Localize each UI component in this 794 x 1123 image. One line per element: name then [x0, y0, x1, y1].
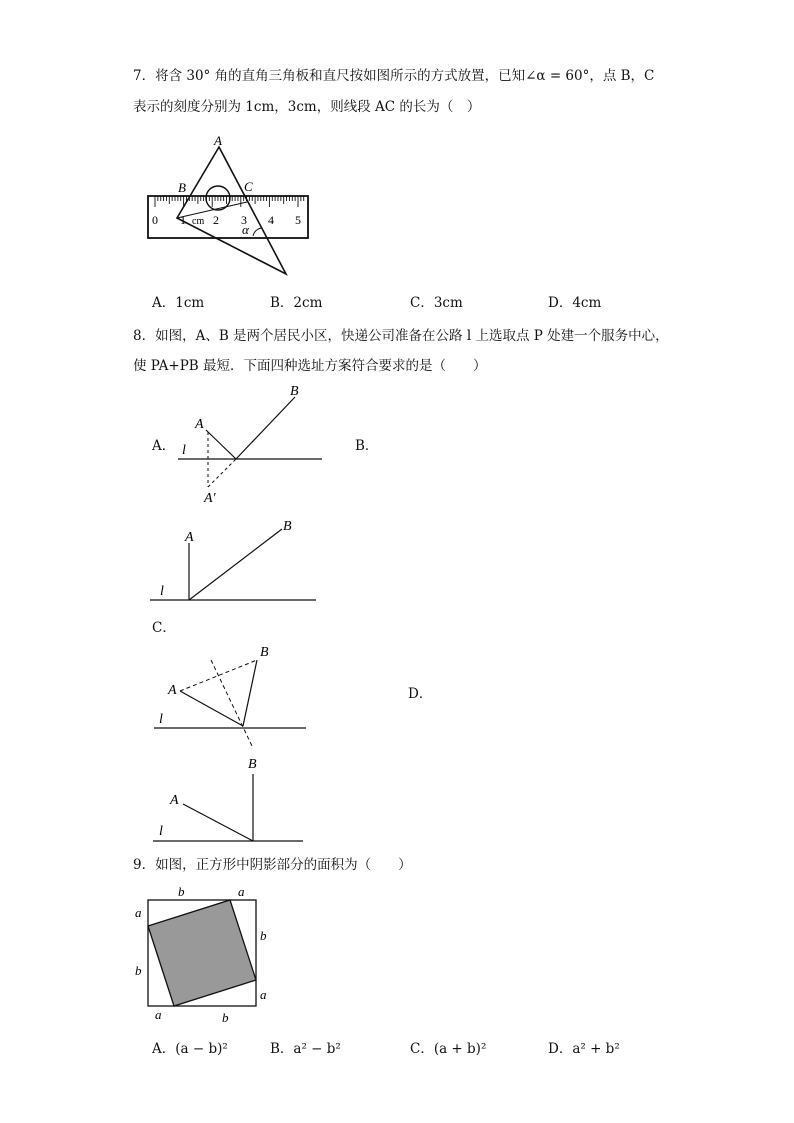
label-A: A [170, 793, 179, 808]
segment-AP [206, 430, 236, 459]
label-a-right: a [260, 987, 267, 1002]
q9-square-figure [130, 880, 280, 1028]
segment-A-prime-P [208, 459, 236, 487]
label-A: A [168, 683, 177, 698]
q7-option-d: D．4cm [548, 295, 602, 311]
unit-label: cm [192, 216, 205, 227]
q7-ruler-triangle-figure [140, 130, 320, 280]
shaded-square [148, 900, 256, 1006]
alpha-label: α [242, 222, 249, 237]
tick-5: 5 [295, 213, 301, 227]
label-B: B [290, 384, 299, 399]
q8-line1: 8．如图，A、B 是两个居民小区，快递公司准备在公路 l 上选取点 P 处建一个服务中心， [133, 328, 669, 344]
q9-option-d: D．a² + b² [548, 1041, 620, 1057]
label-b-top: b [178, 884, 185, 899]
label-B: B [260, 645, 269, 660]
q7-line2: 表示的刻度分别为 1cm，3cm，则线段 AC 的长为（ ） [133, 99, 481, 115]
point-A: A [214, 133, 222, 148]
q8-figure-c [150, 640, 315, 752]
q7-option-b: B．2cm [270, 295, 323, 311]
label-l: l [159, 712, 163, 727]
tick-2: 2 [213, 213, 219, 227]
label-A-prime: A′ [204, 491, 216, 506]
label-l: l [182, 443, 186, 458]
label-B: B [283, 519, 292, 534]
ruler-tick-labels [152, 213, 301, 227]
label-a-bottom: a [155, 1007, 162, 1022]
q8-figure-b [150, 515, 325, 610]
q8-option-d-label: D． [408, 686, 433, 702]
label-A: A [195, 417, 204, 432]
label-a-left: a [135, 905, 142, 920]
tick-4: 4 [268, 213, 274, 227]
label-l: l [159, 824, 163, 839]
segment-PB [236, 397, 295, 459]
label-l: l [160, 584, 164, 599]
label-B: B [248, 757, 257, 772]
perpendicular-bisector [211, 660, 252, 746]
alpha-arc [253, 228, 262, 236]
q9-option-c: C．(a + b)² [410, 1041, 487, 1057]
q8-figure-a [170, 380, 330, 505]
segment-AP [183, 804, 253, 841]
q9-option-b: B．a² − b² [270, 1041, 341, 1057]
point-C: C [244, 179, 253, 194]
label-a-top: a [238, 884, 245, 899]
segment-PB [243, 660, 257, 726]
triangle [177, 147, 286, 274]
q7-option-a: A．1cm [152, 295, 205, 311]
q8-option-b-label: B． [355, 438, 379, 454]
q7-option-c: C．3cm [410, 295, 463, 311]
label-A: A [185, 530, 194, 545]
q8-option-c-label: C． [152, 620, 176, 636]
tick-0: 0 [152, 213, 158, 227]
q8-line2: 使 PA+PB 最短．下面四种选址方案符合要求的是（ ） [133, 358, 487, 374]
tick-3: 3 [241, 213, 247, 227]
tick-1: 1 [180, 213, 186, 227]
q8-option-a-label: A． [152, 438, 176, 454]
segment-AP [180, 691, 243, 726]
label-b-right: b [260, 928, 267, 943]
q9-line1: 9．如图，正方形中阴影部分的面积为（ ） [133, 857, 412, 873]
point-B: B [178, 180, 186, 195]
label-b-left: b [135, 963, 142, 978]
q7-line1: 7．将含 30° 角的直角三角板和直尺按如图所示的方式放置，已知∠α = 60°，点 B，C [133, 68, 655, 84]
segment-PB [189, 529, 282, 600]
q9-option-a: A．(a − b)² [152, 1041, 228, 1057]
label-b-bottom: b [222, 1010, 229, 1025]
q8-figure-d [150, 752, 310, 847]
